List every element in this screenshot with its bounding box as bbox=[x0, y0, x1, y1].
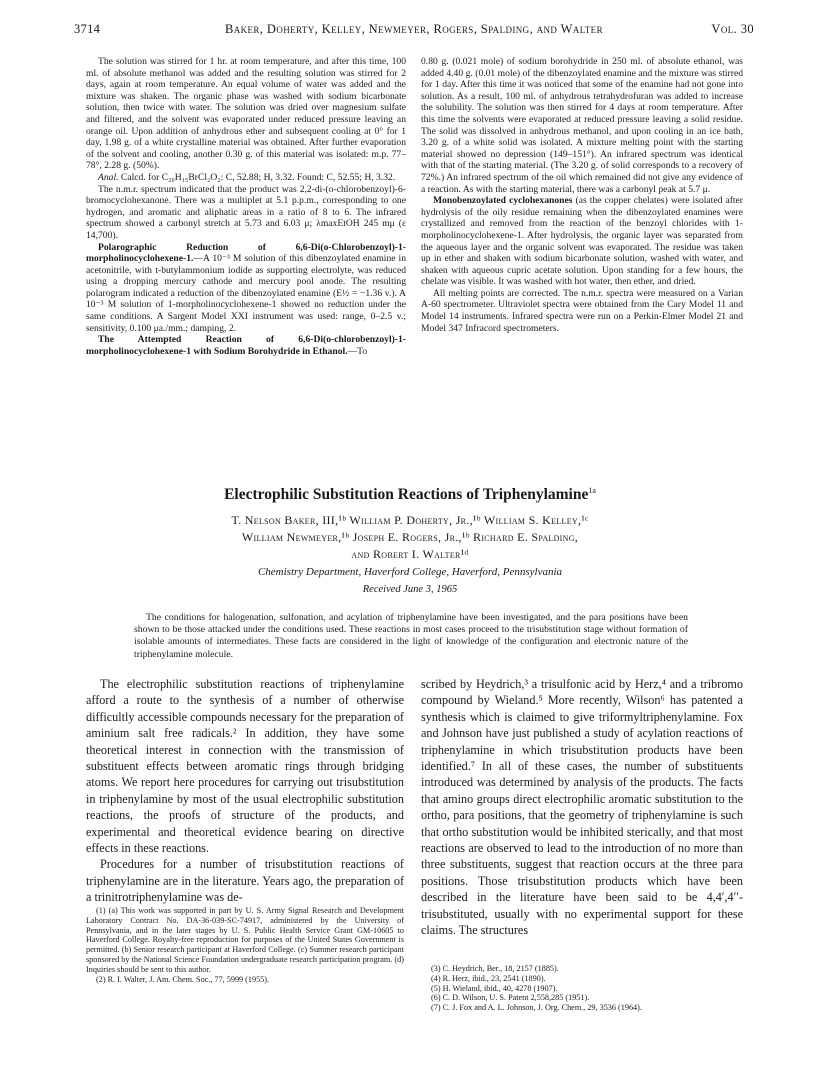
paragraph bbox=[86, 334, 406, 357]
anal-label: Anal. bbox=[98, 171, 119, 183]
paragraph: All melting points are corrected. The n.m.r. spectra were measured on a Varian A-60 spectrometer. Ultraviolet spectra were obtained from the Cary Model 11 and Model 14 instruments. Infrared spectra were run on a Perkin-Elmer Model 21 and Model 347 Infracord spectrometers. bbox=[421, 287, 743, 334]
paragraph-text: (as the copper chelates) were isolated after hydrolysis of the oily residue remaining when the dibenzoylated enamines were crystallized and removed from the reaction of the benzoyl chlorides with 1-morpholinocyclohexene-1. After hydrolysis, the organic layer was separated from the aqueous layer and the organic solvent was evaporated. The residue was taken up in ether and shaken with sodium bicarbonate solution, washed with water, and shaken with aqueous cupric acetate solution. Upon standing for a few hours, the chelate was visible. It was washed with hot water, then ether, and dried. bbox=[421, 195, 744, 288]
running-header bbox=[74, 22, 754, 40]
paragraph: The electrophilic substitution reactions of triphenylamine afford a route to the synthesis of a number of otherwise difficultly accessible compounds necessary for the preparation of aminium salt free radicals.² In addition, they have some theoretical interest in connection with the transmission of substituent effects between aromatic rings through bridging atoms. We report here procedures for carrying out trisubstitution in triphenylamine by most of the usual electrophilic substitution reactions, the proofs of structure of the products, and experimental and theoretical evidence bearing on directive effects in these reactions. bbox=[86, 677, 404, 856]
body-left-column bbox=[86, 676, 404, 906]
author-line: T. Nelson Baker, III,¹ᵇ William P. Doherty, Jr.,¹ᵇ William S. Kelley,¹ᶜ bbox=[231, 513, 589, 527]
anal-text: Calcd. for C₂₀H₁₅BrCl₂O₂: C, 52.88; H, 3.32. Found: C, 52.55; H, 3.32. bbox=[118, 171, 396, 183]
article-title-text: Electrophilic Substitution Reactions of Triphenylamine bbox=[224, 486, 589, 504]
paragraph-text: —A 10⁻³ M solution of this dibenzoylated enamine in acetonitrile, with t-butylammonium iodide as supporting electrolyte, was reduced using a dropping mercury cathode and mercury pool anode. The resulting polarogram indicated a reduction of the dibenzoylated enamine (E½ = −1.36 v.). A 10⁻³ M solution of 1-morpholinocyclohexene-1 showed no reduction under the same conditions. A Sargent Model XXI instrument was used: range, 0–2.5 v.; sensitivity, 0.100 μa./mm.; damping, 2. bbox=[86, 253, 406, 334]
running-authors: Baker, Doherty, Kelley, Newmeyer, Rogers, Spalding, and Walter bbox=[225, 22, 603, 36]
footnote: (3) C. Heydrich, Ber., 18, 2157 (1885). bbox=[431, 964, 559, 973]
paragraph bbox=[86, 242, 406, 335]
article-title bbox=[60, 486, 760, 504]
paragraph bbox=[421, 195, 743, 288]
section-heading: Polarographic Reduction of 6,6-Di(o-Chlorobenzoyl)-1-morpholinocyclohexene-1. bbox=[86, 241, 406, 265]
footnote: (4) R. Herz, ibid., 23, 2541 (1890). bbox=[431, 973, 546, 983]
page-number: 3714 bbox=[74, 22, 101, 36]
volume-label: Vol. 30 bbox=[711, 22, 754, 36]
received-date: Received June 3, 1965 bbox=[362, 584, 458, 595]
footnote: (1) (a) This work was supported in part by U. S. Army Signal Research and Development Laboratory Contract No. DA-36-039-SC-74917, administered by the University of Pennsylvania, and in the later stages by U. S. Public Health Service Grant GM-10605 to Haverford College. Royalty-free reproduction for purposes of the United States Government is permitted. (b) Senior research participant at Haverford College. (c) Summer research participant sponsored by the National Science Foundation undergraduate research participation program. (d) Inquiries should be sent to this author. bbox=[86, 906, 404, 974]
previous-article-left-column bbox=[86, 56, 406, 357]
title-footnote-mark: 1a bbox=[588, 486, 596, 495]
body-right-column bbox=[421, 676, 743, 939]
footnote: (5) H. Wieland, ibid., 40, 4278 (1907). bbox=[431, 983, 558, 993]
section-heading: The Attempted Reaction of 6,6-Di(o-chlorobenzoyl)-1-morpholinocyclohexene-1 with Sodium Borohydride in Ethanol. bbox=[86, 334, 406, 357]
footnote: (6) C. D. Wilson, U. S. Patent 2,558,285 (1951). bbox=[431, 993, 590, 1003]
abstract: The conditions for halogenation, sulfonation, and acylation of triphenylamine have been investigated, and the para positions have been shown to be those attacked under the conditions used. These reactions in most cases proceed to the trisubstitution stage without formation of isolable amounts of intermediates. These facts are considered in the light of knowledge of the configuration and electronic nature of the triphenylamine molecule. bbox=[134, 612, 688, 660]
author-line: William Newmeyer,¹ᵇ Joseph E. Rogers, Jr.,¹ᵇ Richard E. Spalding, bbox=[241, 530, 579, 544]
previous-article-right-column bbox=[421, 56, 743, 334]
paragraph: Procedures for a number of trisubstitution reactions of triphenylamine are in the literature. Years ago, the preparation of a trinitrotriphenylamine was de- bbox=[86, 857, 404, 905]
analysis-paragraph bbox=[86, 172, 406, 184]
paragraph: scribed by Heydrich,³ a trisulfonic acid by Herz,⁴ and a tribromo compound by Wieland.⁵ More recently, Wilson⁶ has patented a synthesis which is claimed to give triformyltriphenylamine. Fox and Johnson have just published a study of acylation reactions of triphenylamine in which trisubstitution products have been identified.⁷ In all of these cases, the number of substituents introduced was determined by analysis of the products. The facts that amino groups direct electrophilic aromatic substitution to the ortho, para positions, that the geometry of triphenylamine is such that ortho substitution would be inhibited sterically, and that most reactions are observed to lead to the introduction of no more than three substituents, suggest that reaction occurs at the three para positions. Those trisubstitution products which have been described in the literature have been said to be 4,4′,4′′-trisubstituted, usually with no experimental support for these claims. The structures bbox=[421, 677, 743, 938]
paragraph-text: —To bbox=[347, 345, 368, 357]
paragraph: The n.m.r. spectrum indicated that the product was 2,2-di-(o-chlorobenzoyl)-6-bromocyclohexanone. There was a multiplet at 5.1 p.p.m., corresponding to one hydrogen, and aromatic and aliphatic areas in a ratio of 8 to 6. The infrared spectrum showed a carbonyl stretch at 5.73 and 6.03 μ; λmaxEtOH 245 mμ (ε 14,700). bbox=[86, 183, 406, 241]
footnote: (2) R. I. Walter, J. Am. Chem. Soc., 77, 5999 (1955). bbox=[96, 974, 270, 984]
affiliation: Chemistry Department, Haverford College, Haverford, Pennsylvania bbox=[257, 566, 563, 578]
footnotes-left bbox=[86, 906, 404, 984]
author-line: and Robert I. Walter¹ᵈ bbox=[351, 547, 469, 561]
paragraph: The solution was stirred for 1 hr. at room temperature, and after this time, 100 ml. of absolute methanol was added and the resulting solution was stirred for 2 days, again at room temperature. An equal volume of water was added and the mixture was shaken. The organic phase was washed with sodium bicarbonate solution, then twice with water. The solution was dried over magnesium sulfate and filtered, and the solvent was evaporated under reduced pressure leaving an orange oil. Upon addition of anhydrous ether and subsequent cooling at 0° for 1 day, 1.98 g. of a white crystalline material was obtained. After further evaporation of the solvent and cooling, another 0.30 g. of this material was isolated: m.p. 77–78°, 2.28 g. (50%). bbox=[86, 56, 406, 172]
footnotes-right bbox=[421, 964, 743, 1013]
footnote: (7) C. J. Fox and A. L. Johnson, J. Org. Chem., 29, 3536 (1964). bbox=[431, 1003, 642, 1013]
section-heading: Monobenzoylated cyclohexanones bbox=[433, 195, 573, 207]
paragraph: 0.80 g. (0.021 mole) of sodium borohydride in 250 ml. of absolute ethanol, was added 4.40 g. (0.01 mole) of the dibenzoylated enamine and the mixture was stirred for 1 day. After this time it was noticed that some of the enamine had not gone into solution. As a result, 100 ml. of anhydrous tetrahydrofuran was added to increase the solubility. The solution was then stirred for 4 days at room temperature. After this time the solvents were evaporated at reduced pressure leaving a solid residue. The solid was dissolved in anhydrous methanol, and upon cooling in an ice bath, 3.20 g. of a white solid was isolated. A mixture melting point with the starting material showed no depression (149–151°). An infrared spectrum was identical with that of the starting material. (The 3.20 g. of solid corresponds to a recovery of 72%.) An infrared spectrum of the oil which remained did not give any evidence of a reaction. As with the starting material, there was a carbonyl peak at 5.7 μ. bbox=[421, 56, 743, 195]
author-list bbox=[100, 512, 720, 563]
